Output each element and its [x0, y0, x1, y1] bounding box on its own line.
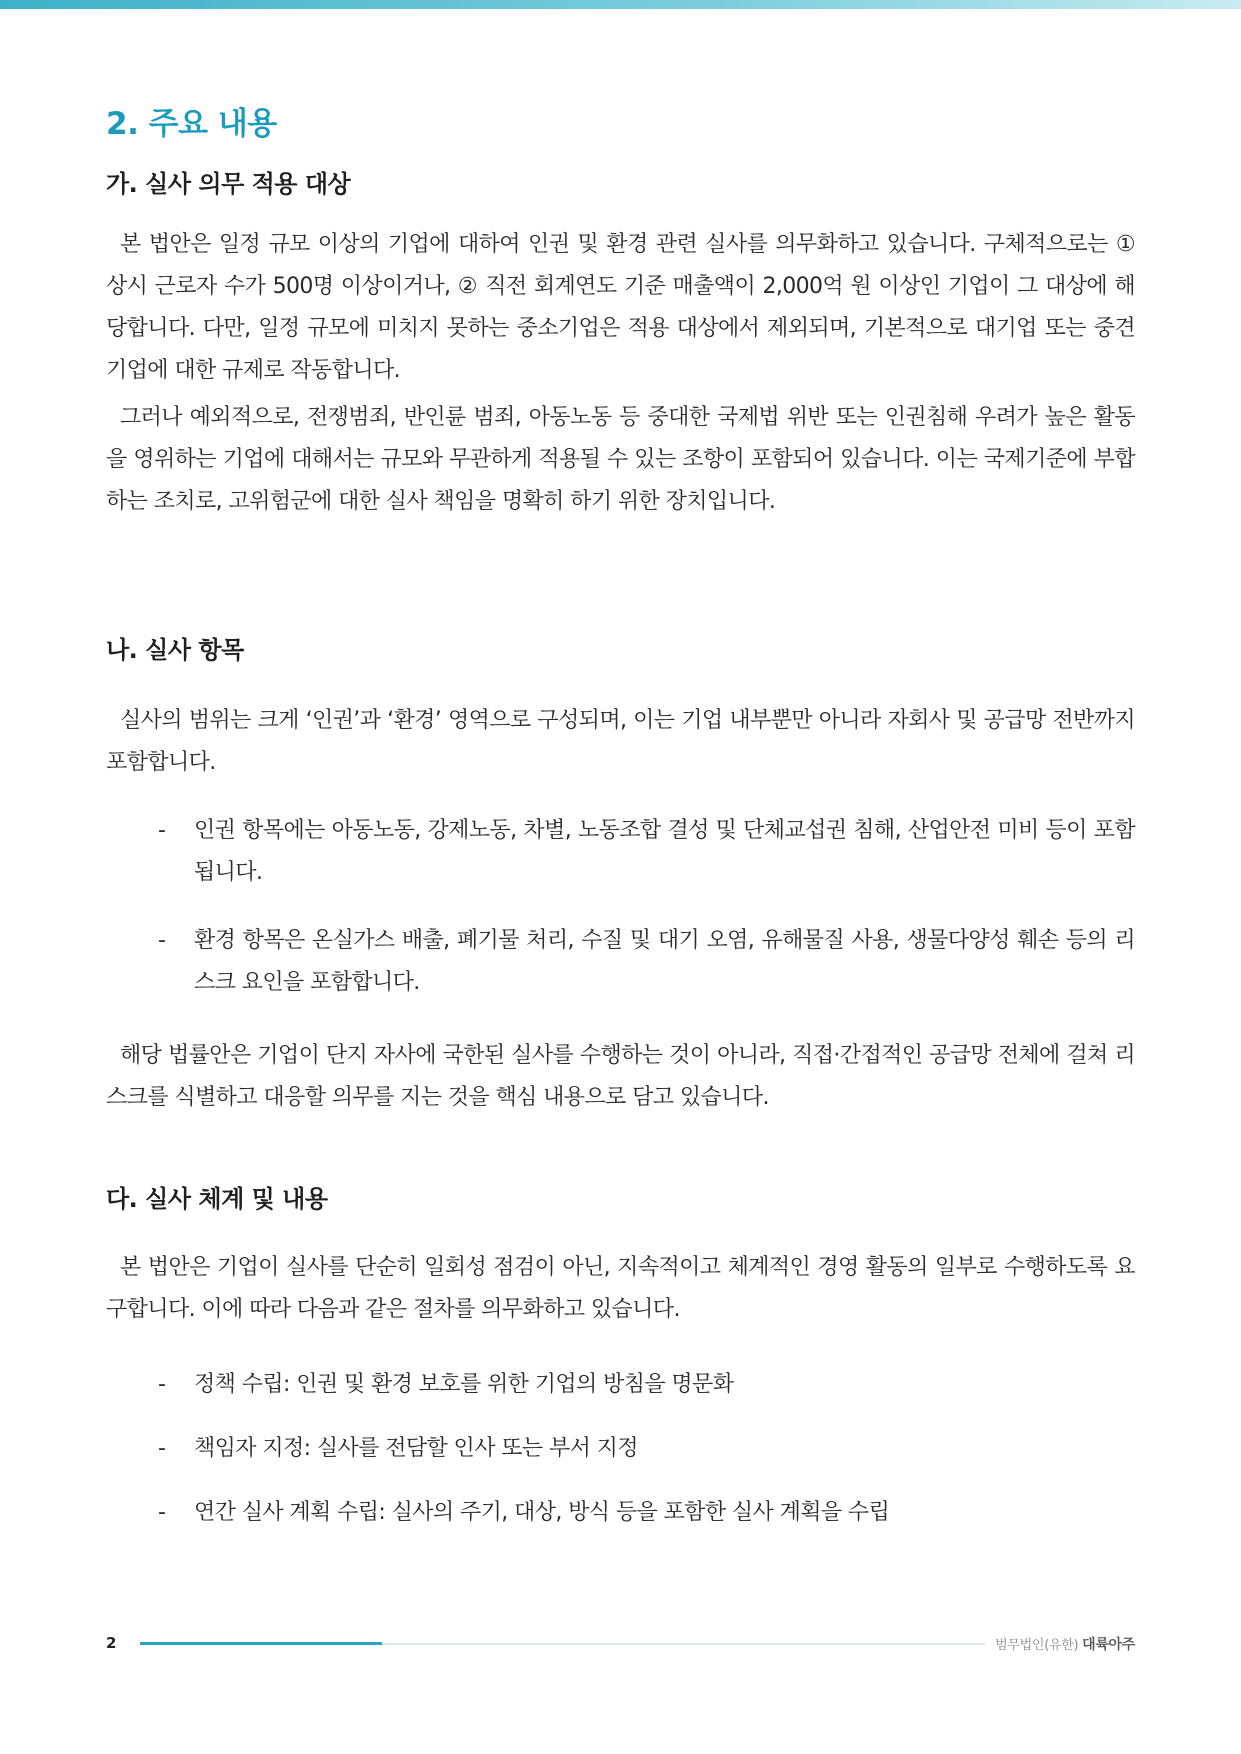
page-number: 2 — [106, 1634, 117, 1652]
subsection-title-a: 가. 실사 의무 적용 대상 — [106, 170, 351, 198]
bullet-dash: - — [158, 928, 166, 953]
footer-divider-accent — [140, 1642, 382, 1645]
list-item — [158, 810, 1135, 894]
section-title: 2. 주요 내용 — [106, 106, 277, 142]
paragraph-b-closing: 해당 법률안은 기업이 단지 자사에 국한된 실사를 수행하는 것이 아니라, 직접·간접적인 공급망 전체에 걸쳐 리스크를 식별하고 대응할 의무를 지는 것을 핵심 내용으로 담고 있습니다. — [106, 1043, 1135, 1110]
bullet-text: 정책 수립: 인권 및 환경 보호를 위한 기업의 방침을 명문화 — [194, 1372, 734, 1397]
paragraph-c-intro: 본 법안은 기업이 실사를 단순히 일회성 점검이 아닌, 지속적이고 체계적인 경영 활동의 일부로 수행하도록 요구합니다. 이에 따라 다음과 같은 절차를 의무화하고 있습니다. — [106, 1255, 1135, 1322]
bullet-dash: - — [158, 1500, 166, 1525]
firm-name: 대륙아주 — [1082, 1637, 1135, 1653]
top-accent-bar — [0, 0, 1241, 9]
footer-firm-name — [995, 1634, 1135, 1654]
paragraph-a1: 본 법안은 일정 규모 이상의 기업에 대하여 인권 및 환경 관련 실사를 의무화하고 있습니다. 구체적으로는 ① 상시 근로자 수가 500명 이상이거나, ② 직전 회계연도 기준 매출액이 2,000억 원 이상인 기업이 그 대상에 해당합니다. 다만, 일정 규모에 미치지 못하는 중소기업은 적용 대상에서 제외되며, 기본적으로 대기업 또는 중견기업에 대한 규제로 작동합니다. — [106, 232, 1135, 383]
bullet-text: 책임자 지정: 실사를 전담할 인사 또는 부서 지정 — [194, 1436, 638, 1461]
bullet-text: 인권 항목에는 아동노동, 강제노동, 차별, 노동조합 결성 및 단체교섭권 침해, 산업안전 미비 등이 포함됩니다. — [194, 818, 1135, 885]
list-item — [158, 1428, 1135, 1470]
list-item — [158, 1492, 1135, 1534]
bullet-text: 환경 항목은 온실가스 배출, 폐기물 처리, 수질 및 대기 오염, 유해물질 사용, 생물다양성 훼손 등의 리스크 요인을 포함합니다. — [194, 928, 1135, 995]
bullet-dash: - — [158, 1372, 166, 1397]
bullet-dash: - — [158, 818, 166, 843]
firm-prefix: 범무법인(유한) — [995, 1638, 1079, 1653]
bullet-dash: - — [158, 1436, 166, 1461]
list-item — [158, 1364, 1135, 1406]
subsection-title-b: 나. 실사 항목 — [106, 636, 244, 664]
list-item — [158, 920, 1135, 1004]
subsection-title-c: 다. 실사 체계 및 내용 — [106, 1185, 328, 1213]
paragraph-a2: 그러나 예외적으로, 전쟁범죄, 반인륜 범죄, 아동노동 등 중대한 국제법 위반 또는 인권침해 우려가 높은 활동을 영위하는 기업에 대해서는 규모와 무관하게 적용될 수 있는 조항이 포함되어 있습니다. 이는 국제기준에 부합하는 조치로, 고위험군에 대한 실사 책임을 명확히 하기 위한 장치입니다. — [106, 405, 1135, 514]
bullet-text: 연간 실사 계획 수립: 실사의 주기, 대상, 방식 등을 포함한 실사 계획을 수립 — [194, 1500, 890, 1525]
paragraph-b-intro: 실사의 범위는 크게 ‘인권’과 ‘환경’ 영역으로 구성되며, 이는 기업 내부뿐만 아니라 자회사 및 공급망 전반까지 포함합니다. — [106, 708, 1135, 775]
